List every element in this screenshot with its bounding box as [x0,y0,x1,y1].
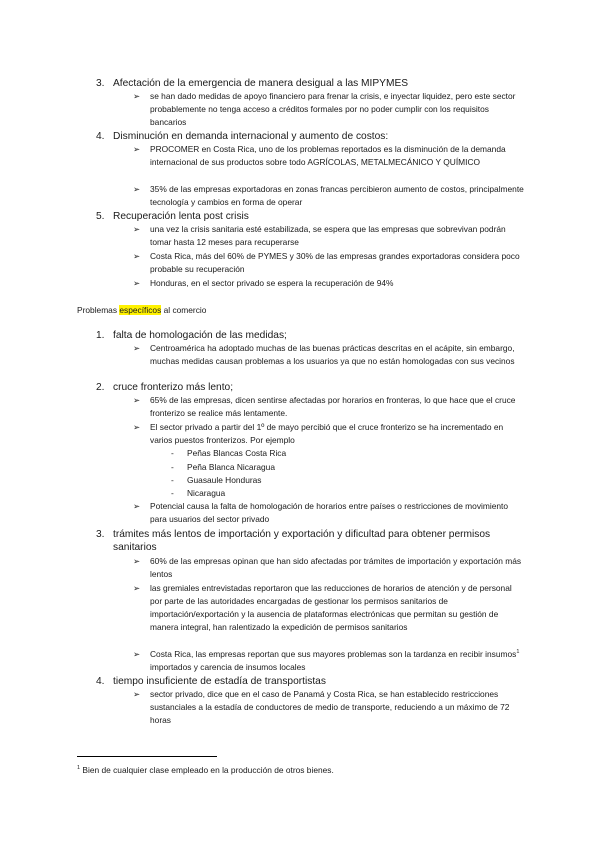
list-bullet: ➢ 35% de las empresas exportadoras en zonas francas percibieron aumento de costos, principalmente tecnología y cambios en forma de operar [133,184,524,207]
list-bullet: ➢ Honduras, en el sector privado se espera la recuperación de 94% [133,278,394,288]
footnote: $^1$ Bien de cualquier clase empleado en la producción de otros bienes. [77,765,334,775]
arrow-bullet-icon: ➢ [133,649,141,659]
list-bullet: ➢ Potencial causa la falta de homologación de horarios entre países o restricciones de movimiento para usuarios del sector privado [133,501,508,524]
section-heading: Problemas específicos al comercio [77,305,207,315]
list-item-heading: 2. cruce fronterizo más lento; [96,382,234,393]
arrow-bullet-icon: ➢ [133,583,141,593]
list-item-heading: 4. tiempo insuficiente de estadía de transportistas [96,676,326,687]
list-bullet: ➢ El sector privado a partir del 1º de mayo percibió que el cruce fronterizo se ha incrementado en varios puestos fronterizos. Por ejemplo [133,422,504,445]
list-item-heading: 3. Afectación de la emergencia de manera desigual a las MIPYMES [96,78,409,89]
footnote-mark: 1 [77,765,81,772]
list-bullet: ➢ Centroamérica ha adoptado muchas de las buenas prácticas descritas en el acápite, sin embargo, muchas medidas causan problemas a los usuarios ya que no están homologadas con sus vecinos [133,343,515,366]
footnote-reference: 1 [516,649,520,656]
dash-list-item: - Peña Blanca Nicaragua [171,462,275,472]
list-item-heading-continued: sanitarios [113,542,157,553]
dash-list-item: - Nicaragua [171,488,226,498]
list-item-heading: 1. falta de homologación de las medidas; [96,330,287,341]
footnote-separator [77,756,217,757]
arrow-bullet-icon: ➢ [133,251,141,261]
list-bullet: ➢ Costa Rica, más del 60% de PYMES y 30% de las empresas grandes exportadoras considera poco probable su recuperación [133,251,520,274]
arrow-bullet-icon: ➢ [133,422,141,432]
arrow-bullet-icon: ➢ [133,184,141,194]
list-bullet: ➢ PROCOMER en Costa Rica, uno de los problemas reportados es la disminución de la demanda internacional de sus productos sobre todo AGRÍCOLAS, METALMECÁNICO Y QUÍMICO [133,144,506,167]
list-bullet: ➢ se han dado medidas de apoyo financiero para frenar la crisis, e inyectar liquidez, pero este sector probablemente no tenga acceso a créditos formales por no poder cumplir con los requisitos bancarios [133,91,516,127]
list-bullet: ➢ 60% de las empresas opinan que han sido afectadas por trámites de importación y exportación más lentos [133,556,522,579]
arrow-bullet-icon: ➢ [133,343,141,353]
arrow-bullet-icon: ➢ [133,144,141,154]
arrow-bullet-icon: ➢ [133,91,141,101]
highlighted-word: específicos [119,305,162,315]
list-bullet: ➢ una vez la crisis sanitaria esté estabilizada, se espera que las empresas que sobrevivan podrán tomar hasta 12 meses para recuperarse [133,224,506,247]
arrow-bullet-icon: ➢ [133,395,141,405]
dash-list-item: - Guasaule Honduras [171,475,262,485]
arrow-bullet-icon: ➢ [133,278,141,288]
arrow-bullet-icon: ➢ [133,689,141,699]
arrow-bullet-icon: ➢ [133,224,141,234]
dash-list-item: - Peñas Blancas Costa Rica [171,448,287,458]
list-item-heading: 3. trámites más lentos de importación y exportación y dificultad para obtener permisos [96,529,491,540]
list-bullet: ➢ las gremiales entrevistadas reportaron que las reducciones de horarios de atención y de personal por parte de las autoridades encargadas de gestionar los permisos sanitarios de importación/exportación y la ausencia de plataformas electrónicas que permitan su gestión de manera integral, han ralentizado la expedición de permisos sanitarios [133,583,512,632]
arrow-bullet-icon: ➢ [133,556,141,566]
list-bullet: ➢ sector privado, dice que en el caso de Panamá y Costa Rica, se han establecido restricciones sustanciales a la estadía de conductores de medio de transporte, reduciendo a un máximo de 72 horas [133,689,510,725]
list-item-heading: 5. Recuperación lenta post crisis [96,211,249,222]
list-bullet: ➢ 65% de las empresas, dicen sentirse afectadas por horarios en fronteras, lo que hace que el cruce fronterizo se realice más lentamente. [133,395,516,418]
list-item-heading: 4. Disminución en demanda internacional y aumento de costos: [96,131,389,142]
arrow-bullet-icon: ➢ [133,501,141,511]
list-bullet: ➢ Costa Rica, las empresas reportan que sus mayores problemas son la tardanza en recibir insumos$^1$ importados y carencia de insumos locales [133,649,520,672]
